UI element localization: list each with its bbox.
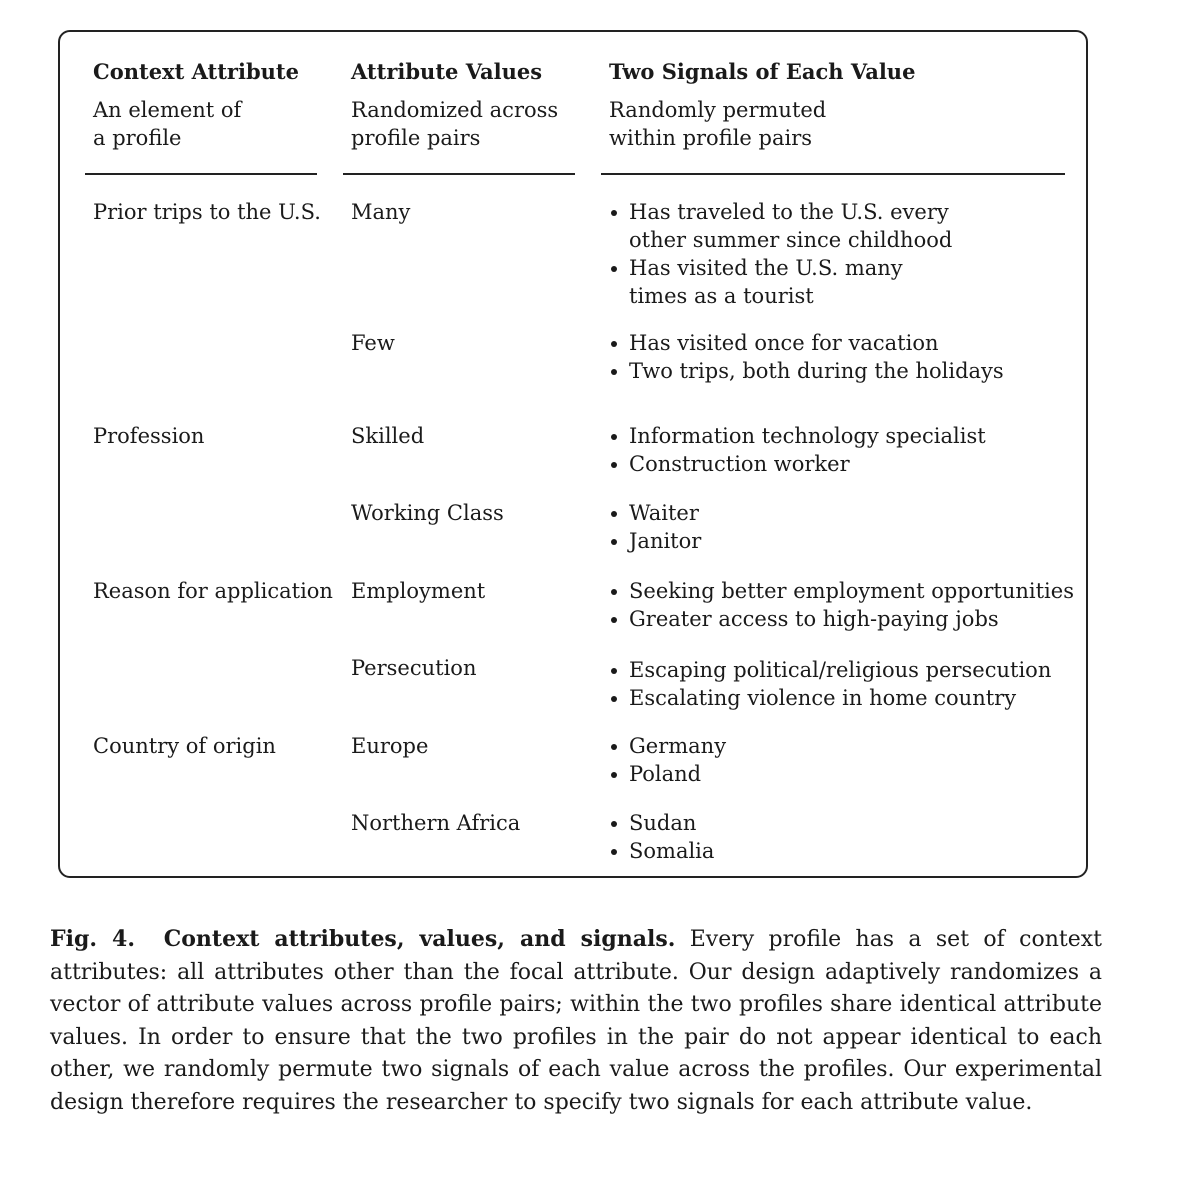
caption-label: Fig. 4. <box>50 926 136 952</box>
signal-item: Seeking better employment opportunities <box>609 577 1074 605</box>
signals-list <box>609 577 1074 633</box>
header-two-signals-subtitle: Randomly permuted within profile pairs <box>609 98 827 150</box>
header-two-signals: Two Signals of Each Value <box>609 59 916 84</box>
signal-item: Has traveled to the U.S. every other summer since childhood <box>609 198 952 254</box>
value-cell: Europe <box>351 734 429 758</box>
signal-item: Escalating violence in home country <box>609 684 1051 712</box>
signal-item: Two trips, both during the holidays <box>609 357 1004 385</box>
figure-caption <box>50 923 1102 1119</box>
signal-item: Greater access to high-paying jobs <box>609 605 1074 633</box>
value-cell: Few <box>351 331 395 355</box>
caption-title: Context attributes, values, and signals. <box>163 926 676 952</box>
signal-item: Escaping political/religious persecution <box>609 656 1051 684</box>
signal-item: Has visited the U.S. many times as a tourist <box>609 254 952 310</box>
signals-list <box>609 198 952 310</box>
header-context-attribute-subtitle: An element of a profile <box>93 98 242 150</box>
header-attribute-values-subtitle: Randomized across profile pairs <box>351 98 559 150</box>
attribute-cell: Country of origin <box>93 734 276 758</box>
signal-item: Construction worker <box>609 450 986 478</box>
value-cell: Skilled <box>351 424 425 448</box>
figure-table-box <box>58 30 1088 878</box>
signal-item: Germany <box>609 732 726 760</box>
value-cell: Persecution <box>351 656 477 680</box>
value-cell: Working Class <box>351 501 504 525</box>
signals-list <box>609 422 986 478</box>
caption-body: Every profile has a set of context attributes: all attributes other than the focal attribute. Our design adaptively randomizes a vector of attribute values across profile pairs; within the two profiles share identical attribute values. In order to ensure that the two profiles in the pair do not appear identical to each other, we randomly permute two signals of each value across the profiles. Our experimental design therefore requires the researcher to specify two signals for each attribute value. <box>50 927 1102 1115</box>
signal-item: Information technology specialist <box>609 422 986 450</box>
signals-list <box>609 329 1004 385</box>
signals-list <box>609 499 701 555</box>
signal-item: Janitor <box>609 527 701 555</box>
value-cell: Many <box>351 200 411 224</box>
attribute-cell: Profession <box>93 424 205 448</box>
header-rule-col1 <box>85 173 317 175</box>
signal-item: Poland <box>609 760 726 788</box>
attribute-cell: Prior trips to the U.S. <box>93 200 321 224</box>
attribute-cell: Reason for application <box>93 579 333 603</box>
header-context-attribute: Context Attribute <box>93 59 299 84</box>
value-cell: Employment <box>351 579 486 603</box>
header-rule-col3 <box>601 173 1065 175</box>
header-rule-col2 <box>343 173 575 175</box>
signals-list <box>609 656 1051 712</box>
signal-item: Waiter <box>609 499 701 527</box>
header-attribute-values: Attribute Values <box>351 59 543 84</box>
signal-item: Somalia <box>609 837 714 865</box>
signal-item: Sudan <box>609 809 714 837</box>
signals-list <box>609 809 714 865</box>
signal-item: Has visited once for vacation <box>609 329 1004 357</box>
signals-list <box>609 732 726 788</box>
value-cell: Northern Africa <box>351 811 521 835</box>
